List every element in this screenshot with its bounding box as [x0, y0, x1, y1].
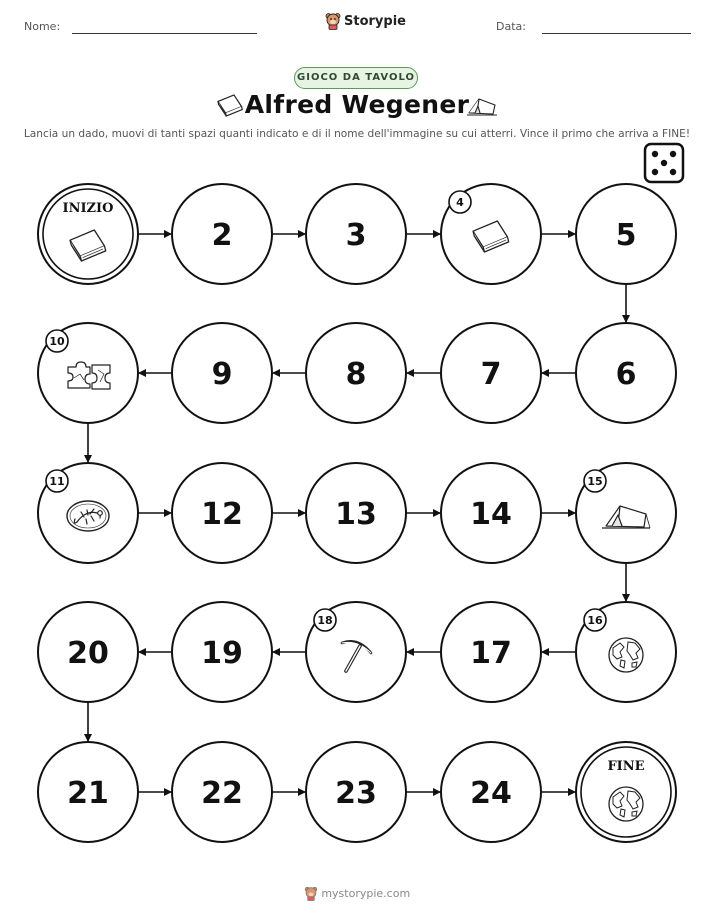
- board-cell-2: [172, 184, 272, 284]
- board-cell-6: [576, 323, 676, 423]
- board-cell-19: [172, 602, 272, 702]
- cell-number: 16: [587, 614, 603, 627]
- date-label: Data:: [496, 20, 526, 33]
- cell-number: 24: [470, 776, 512, 811]
- cell-number: 3: [345, 218, 367, 253]
- board-cell-18: [306, 602, 406, 702]
- cell-number: 19: [201, 636, 243, 671]
- cell-number: 10: [49, 335, 65, 348]
- cell-number: 15: [587, 475, 603, 488]
- board-cell-1: [38, 184, 138, 284]
- cell-number: 12: [201, 497, 243, 532]
- cell-label: INIZIO: [62, 201, 114, 216]
- board-cell-24: [441, 742, 541, 842]
- footer: [0, 886, 714, 901]
- tag-badge: GIOCO DA TAVOLO: [294, 67, 418, 89]
- page-title: Alfred Wegener: [244, 90, 470, 119]
- cell-number: 11: [49, 475, 65, 488]
- cell-number: 14: [470, 497, 512, 532]
- board-cell-9: [172, 323, 272, 423]
- cell-number: 8: [345, 357, 367, 392]
- board-cell-14: [441, 463, 541, 563]
- cell-label: FINE: [607, 759, 645, 774]
- board-cell-21: [38, 742, 138, 842]
- cell-number: 22: [201, 776, 243, 811]
- cell-number: 17: [470, 636, 512, 671]
- cell-number: 7: [480, 357, 502, 392]
- board-cell-5: [576, 184, 676, 284]
- board-cell-20: [38, 602, 138, 702]
- globe-icon: [609, 638, 643, 672]
- cell-number: 9: [211, 357, 233, 392]
- cell-number: 2: [211, 218, 233, 253]
- board-cell-13: [306, 463, 406, 563]
- cell-number: 18: [317, 614, 333, 627]
- board-cell-7: [441, 323, 541, 423]
- board-cell-3: [306, 184, 406, 284]
- globe-icon: [609, 787, 643, 821]
- board-cell-4: [441, 184, 541, 284]
- board-cell-15: [576, 463, 676, 563]
- board-cell-23: [306, 742, 406, 842]
- cell-number: 4: [456, 196, 464, 209]
- cell-number: 21: [67, 776, 109, 811]
- board-cell-17: [441, 602, 541, 702]
- fossil-icon: [67, 501, 109, 531]
- board-cell-12: [172, 463, 272, 563]
- footer-url: mystorypie.com: [321, 887, 411, 900]
- board-cell-10: [38, 323, 138, 423]
- board-cell-25: [576, 742, 676, 842]
- brand-name: Storypie: [344, 13, 406, 29]
- board-cell-8: [306, 323, 406, 423]
- bear-mascot-icon: [304, 886, 318, 901]
- cell-number: 20: [67, 636, 109, 671]
- cell-number: 23: [335, 776, 377, 811]
- name-label: Nome:: [24, 20, 61, 33]
- board-cell-11: [38, 463, 138, 563]
- cell-number: 6: [615, 357, 637, 392]
- board-cell-16: [576, 602, 676, 702]
- board-cell-22: [172, 742, 272, 842]
- cell-number: 13: [335, 497, 377, 532]
- instructions-text: Lancia un dado, muovi di tanti spazi quanti indicato e di il nome dell'immagine su cui atterri. Vince il primo che arriva a FINE!: [23, 128, 691, 140]
- cell-number: 5: [615, 218, 637, 253]
